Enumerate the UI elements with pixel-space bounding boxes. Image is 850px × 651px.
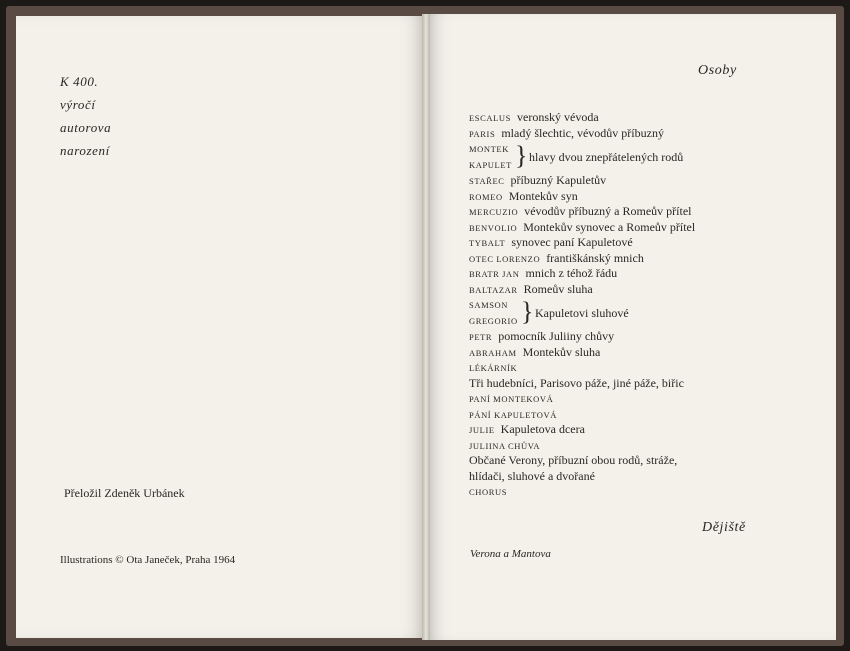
cast-description: vévodův příbuzný a Romeův přítel: [524, 204, 692, 218]
cast-row: [469, 173, 809, 189]
cast-description: Tři hudebníci, Parisovo páže, jiné páže, biřic: [469, 375, 684, 390]
cast-row: [469, 220, 809, 236]
cast-name: MONTEK: [469, 144, 509, 154]
cast-name: PÁNÍ KAPULETOVÁ: [469, 409, 557, 420]
cast-name-group: [469, 141, 519, 173]
cast-description: Montekův synovec a Romeův přítel: [523, 219, 696, 234]
cast-row: [469, 297, 809, 329]
cast-name: OTEC LORENZO: [469, 253, 541, 264]
cast-list: [469, 110, 809, 500]
cast-row: [469, 110, 809, 126]
cast-name: BRATR JAN: [469, 269, 520, 279]
setting-heading: Dějiště: [702, 520, 746, 535]
cast-description: Montekův syn: [508, 188, 578, 203]
cast-row: [469, 329, 809, 345]
cast-name: TYBALT: [469, 238, 506, 248]
brace-icon: }: [521, 297, 534, 326]
cast-row: [469, 469, 809, 485]
cast-row: [469, 251, 809, 267]
cast-name: PETR: [469, 332, 493, 342]
cast-description: synovec paní Kapuletové: [511, 235, 633, 249]
cast-name: BENVOLIO: [469, 222, 518, 233]
cast-description: Romeův sluha: [523, 281, 593, 296]
cast-row: [469, 189, 809, 205]
cast-row: [469, 484, 809, 500]
cast-row: [469, 126, 809, 142]
cast-description: Kapuletovi sluhové: [535, 306, 629, 320]
illustrations-credit: Illustrations © Ota Janeček, Praha 1964: [60, 554, 236, 566]
cast-name: ESCALUS: [469, 113, 511, 123]
cast-name: STAŘEC: [469, 176, 505, 186]
cast-name: PARIS: [469, 128, 496, 139]
cast-row: [469, 391, 809, 407]
cast-row: [469, 453, 809, 469]
cast-name-group: [469, 297, 519, 329]
cast-description: Montekův sluha: [522, 344, 601, 359]
cast-description: mnich z téhož řádu: [525, 266, 618, 280]
brace-icon: }: [515, 141, 528, 170]
cast-row: [469, 376, 809, 392]
cast-name: GREGORIO: [469, 316, 518, 326]
cast-row: [469, 235, 809, 251]
cast-name: ROMEO: [469, 191, 503, 202]
cast-name: JULIINA CHŮVA: [469, 440, 541, 451]
cast-name: LÉKÁRNÍK: [469, 363, 518, 373]
cast-row: [469, 266, 809, 282]
cast-name: SAMSON: [469, 300, 509, 310]
cast-row: [469, 407, 809, 423]
setting-text: Verona a Mantova: [470, 548, 551, 560]
dedication-line: autorova: [60, 120, 112, 135]
cast-row: [469, 204, 809, 220]
cast-name: MERCUZIO: [469, 207, 519, 217]
cast-description: františkánský mnich: [546, 250, 644, 265]
book-spine: [422, 14, 430, 640]
translator-credit: Přeložil Zdeněk Urbánek: [64, 486, 185, 500]
cast-name: BALTAZAR: [469, 284, 518, 295]
dedication-line: narození: [60, 143, 110, 158]
cast-description: mladý šlechtic, vévodův příbuzný: [501, 125, 664, 140]
cast-description: hlavy dvou znepřátelených rodů: [529, 150, 684, 164]
cast-description: příbuzný Kapuletův: [510, 173, 607, 187]
cast-row: [469, 345, 809, 361]
cast-row: [469, 282, 809, 298]
cast-row: [469, 438, 809, 454]
cast-name: JULIE: [469, 425, 495, 435]
cast-name: KAPULET: [469, 160, 512, 170]
cast-description: hlídači, sluhové a dvořané: [469, 468, 595, 483]
cast-row: [469, 141, 809, 173]
cast-description: veronský vévoda: [517, 110, 599, 124]
cast-description: pomocník Juliiny chůvy: [498, 329, 615, 343]
cast-heading: Osoby: [698, 63, 737, 78]
cast-row: [469, 360, 809, 376]
cast-row: [469, 422, 809, 438]
cast-name: ABRAHAM: [469, 347, 517, 358]
dedication-line: výročí: [60, 97, 96, 112]
cast-description: Kapuletova dcera: [500, 422, 585, 436]
dedication: [60, 70, 111, 162]
dedication-line: K 400.: [60, 74, 99, 89]
cast-name: PANÍ MONTEKOVÁ: [469, 394, 554, 404]
cast-description: Občané Verony, příbuzní obou rodů, stráže,: [469, 453, 678, 467]
cast-name: CHORUS: [469, 487, 508, 497]
